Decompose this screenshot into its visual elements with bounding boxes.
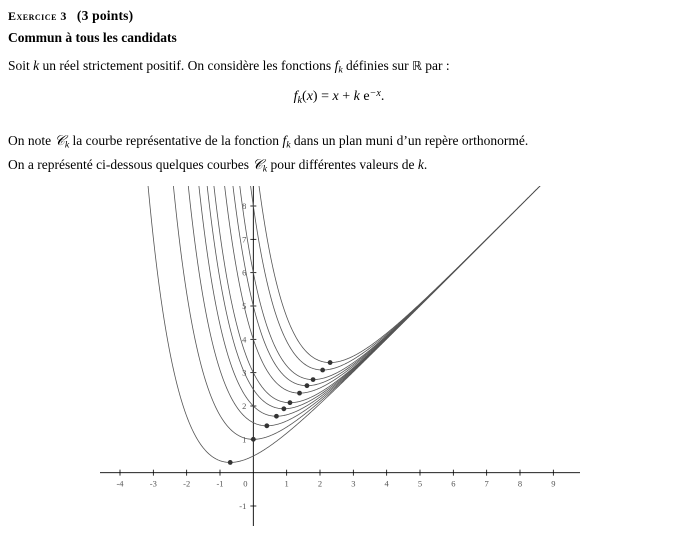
formula-display	[0, 88, 678, 106]
desc-k: k	[417, 156, 424, 172]
intro-text-1: Soit	[8, 58, 34, 73]
curves-group	[147, 186, 557, 462]
y-tick-label: 1	[242, 434, 247, 445]
y-tick-label: 3	[242, 367, 247, 378]
x-tick-label: 4	[384, 478, 389, 489]
desc-text-1a: On note	[8, 133, 55, 148]
intro-f-subscript: k	[338, 64, 343, 76]
formula-k: k	[353, 89, 360, 105]
y-tick-label: 8	[242, 201, 247, 211]
formula-exponent: −x	[369, 88, 381, 99]
minimum-point	[264, 423, 269, 428]
figure-curves-ck	[100, 186, 580, 526]
x-tick-label: -1	[216, 478, 224, 489]
x-tick-label: 8	[517, 478, 523, 489]
curve-symbol-1-subscript: k	[64, 139, 70, 151]
minimum-point	[288, 400, 293, 405]
x-tick-label: 7	[484, 478, 489, 489]
curve-ck	[257, 186, 556, 363]
curve-ck	[238, 186, 556, 380]
formula-close-paren: )	[312, 89, 318, 105]
y-tick-label: 2	[242, 401, 247, 411]
x-tick-label: 5	[417, 478, 423, 489]
minimum-point	[305, 383, 310, 388]
formula-f: f	[293, 89, 298, 105]
y-tick-label: 4	[242, 334, 247, 345]
minimum-point	[281, 406, 286, 411]
exercise-heading	[8, 8, 133, 24]
y-tick-label: 6	[242, 267, 247, 278]
desc-text-1c: dans un plan muni d’un repère orthonormé.	[290, 133, 529, 148]
desc-text-2c: .	[423, 156, 428, 172]
y-tick-label: 7	[242, 234, 247, 245]
intro-text-2: un réel strictement positif. On considère les fonctions	[39, 58, 335, 73]
x-tick-label: 6	[451, 478, 456, 489]
formula-x2: x	[332, 89, 339, 105]
axes-group	[100, 186, 580, 526]
x-tick-label: 3	[351, 478, 356, 489]
curve-ck	[206, 186, 557, 409]
desc-text-2a: On a représenté ci-dessous quelques courbes	[8, 156, 253, 172]
formula-plus: +	[342, 89, 351, 105]
curve-ck	[198, 186, 557, 416]
formula-e: e	[363, 89, 370, 105]
intro-text-3: définies sur	[342, 58, 413, 73]
x-tick-label: -4	[116, 478, 124, 489]
description-paragraph	[8, 131, 674, 178]
formula-f-subscript: k	[297, 95, 303, 107]
curve-symbol-2: 𝒞	[252, 156, 263, 173]
intro-k: k	[33, 58, 40, 73]
minimum-point	[274, 414, 279, 419]
minimum-point	[320, 368, 325, 373]
intro-paragraph	[8, 58, 450, 76]
formula-equals: =	[321, 89, 329, 105]
minimum-point	[228, 460, 233, 465]
curve-ck	[249, 186, 557, 370]
exercise-subtitle: Commun à tous les candidats	[8, 30, 177, 45]
minimum-point	[328, 360, 333, 365]
curve-ck	[223, 186, 556, 393]
formula-open-paren: (	[302, 89, 307, 105]
x-tick-label: 0	[243, 478, 248, 489]
real-set-symbol: ℝ	[412, 58, 422, 73]
graph-svg	[100, 186, 580, 526]
x-tick-label: 1	[284, 478, 289, 489]
exercise-points: (3 points)	[76, 8, 134, 23]
intro-text-4: par :	[421, 58, 450, 73]
minimum-point	[251, 437, 256, 442]
minimum-point	[311, 377, 316, 382]
x-tick-label: -2	[183, 478, 191, 489]
desc-text-2b: pour différentes valeurs de	[267, 156, 418, 172]
formula-period: .	[380, 89, 385, 105]
desc-text-1b: la courbe représentative de la fonction	[69, 133, 283, 148]
curve-symbol-1: 𝒞	[54, 133, 65, 149]
x-tick-label: 2	[317, 478, 323, 489]
curve-symbol-2-subscript: k	[262, 163, 268, 175]
minimum-point	[297, 391, 302, 396]
desc-f-subscript: k	[286, 139, 291, 151]
tick-labels-group	[116, 201, 555, 511]
x-tick-label: 9	[551, 478, 556, 489]
intro-f: f	[334, 58, 339, 73]
desc-f: f	[282, 133, 287, 148]
exercise-label: Exercice 3	[8, 9, 67, 23]
y-tick-label: 5	[242, 301, 247, 311]
formula-x1: x	[306, 89, 313, 105]
y-tick-label: -1	[239, 501, 247, 511]
x-tick-label: -3	[149, 478, 157, 489]
